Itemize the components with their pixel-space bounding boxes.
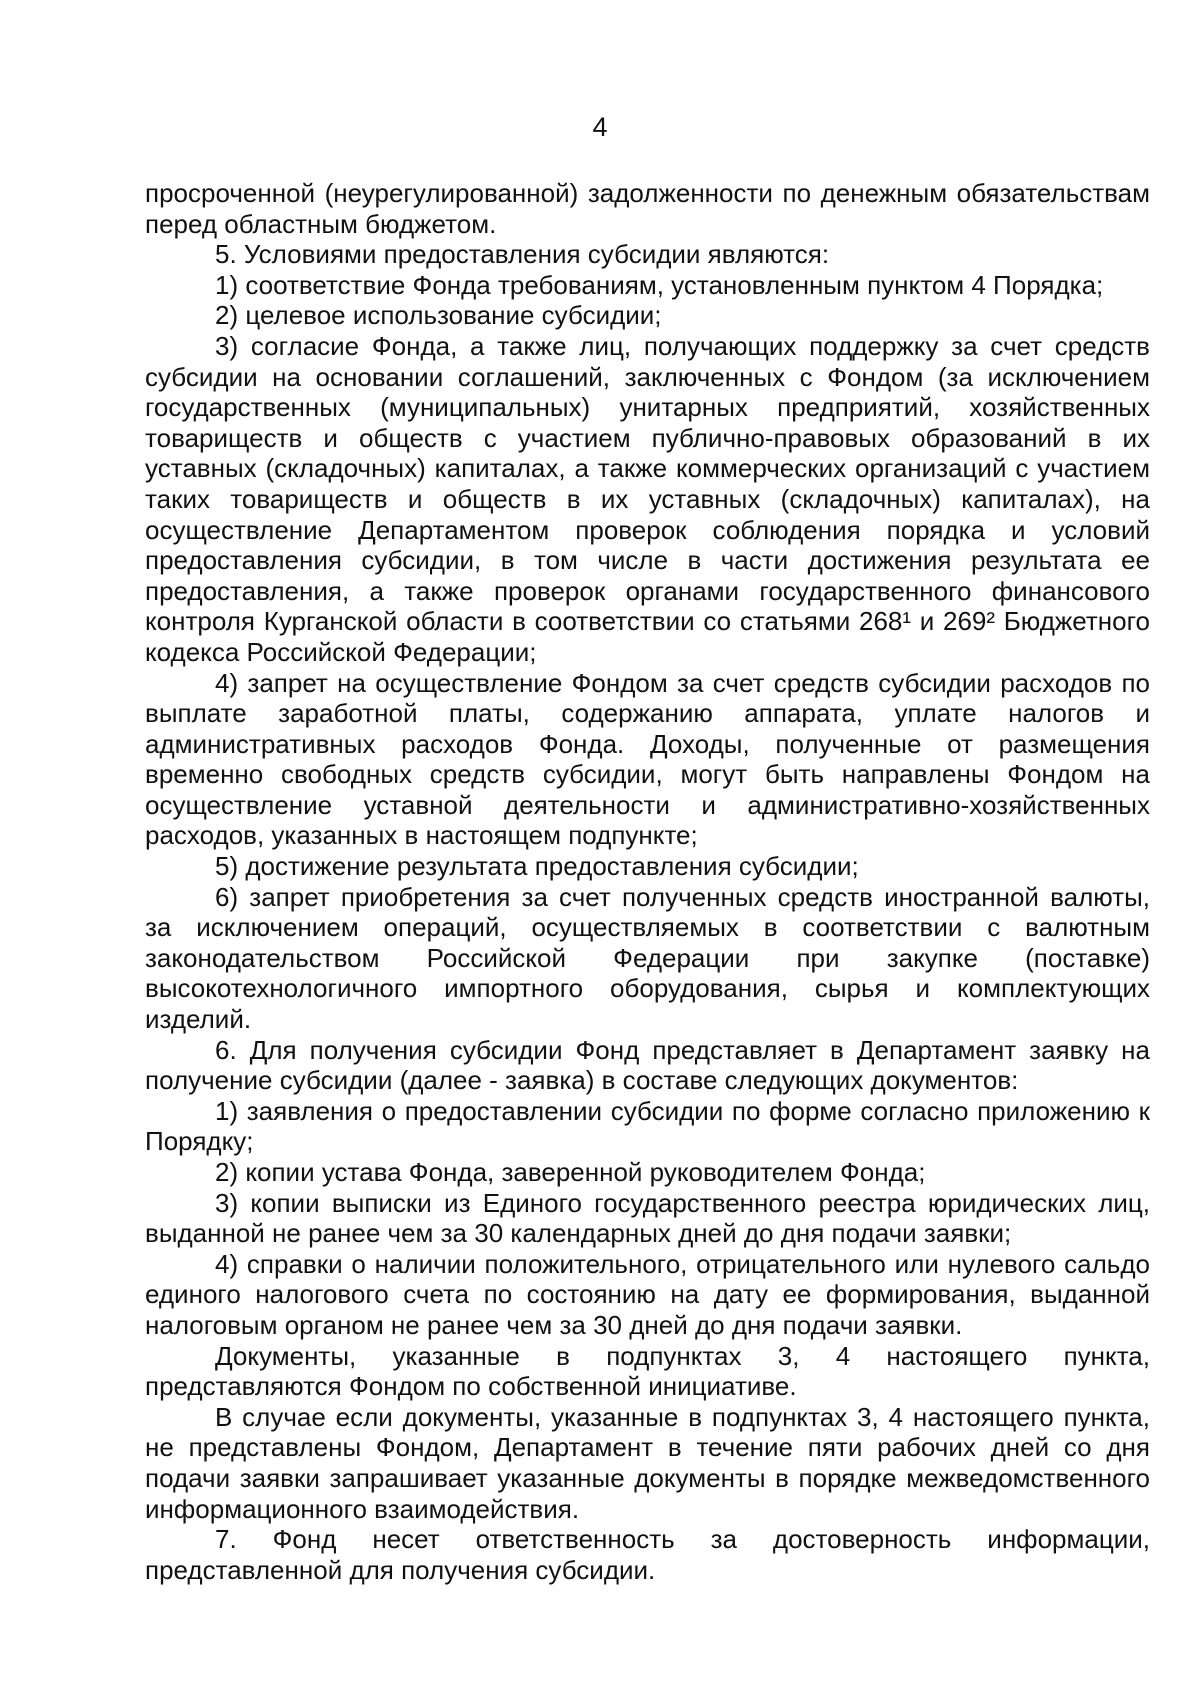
page-number: 4 [592,112,608,142]
paragraph-5-item-1: 1) соответствие Фонда требованиям, установленным пунктом 4 Порядка; [215,269,1104,300]
paragraph-6-heading: 6. Для получения субсидии Фонд представляет в Департамент заявку на получение субсидии (далее - заявка) в составе следующих документов: [145,1034,1150,1096]
paragraph-5-item-5: 5) достижение результата предоставления субсидии; [215,851,859,882]
paragraph-5-heading: 5. Условиями предоставления субсидии являются: [215,239,830,270]
paragraph-5-item-6: 6) запрет приобретения за счет полученных средств иностранной валюты, за исключением операций, осуществляемых в соответствии с валютным законодательством Российской Федерации при закупке (поставке) высокотехнологичного импортного оборудования, сырья и комплектующих изделий. [145,881,1150,1035]
paragraph-5-item-2: 2) целевое использование субсидии; [215,300,662,331]
paragraph-7: 7. Фонд несет ответственность за достоверность информации, представленной для получения субсидии. [145,1524,1150,1585]
paragraph-6-documents-initiative: Документы, указанные в подпунктах 3, 4 настоящего пункта, представляются Фондом по собственной инициативе. [145,1340,1150,1402]
paragraph-6-item-1: 1) заявления о предоставлении субсидии по форме согласно приложению к Порядку; [145,1095,1150,1157]
paragraph-5-item-4: 4) запрет на осуществление Фондом за счет средств субсидии расходов по выплате заработной платы, содержанию аппарата, уплате налогов и административных расходов Фонда. Доходы, полученные от размещения временно свободных средств субсидии, могут быть направлены Фондом на осуществление уставной деятельности и административно-хозяйственных расходов, указанных в настоящем подпункте; [145,667,1150,851]
paragraph-5-item-3: 3) согласие Фонда, а также лиц, получающих поддержку за счет средств субсидии на основании соглашений, заключенных с Фондом (за исключением государственных (муниципальных) унитарных предприятий, хозяйственных товариществ и обществ с участием публично-правовых образований в их уставных (складочных) капиталах, а также коммерческих организаций с участием таких товариществ и обществ в их уставных (складочных) капиталах), на осуществление Департаментом проверок соблюдения порядка и условий предоставления субсидии, в том числе в части достижения результата ее предоставления, а также проверок органами государственного финансового контроля Курганской области в соответствии со статьями 268¹ и 269² Бюджетного кодекса Российской Федерации; [145,330,1150,667]
document-body [145,178,1150,1585]
paragraph-6-item-4: 4) справки о наличии положительного, отрицательного или нулевого сальдо единого налогового счета по состоянию на дату ее формирования, выданной налоговым органом не ранее чем за 30 дней до дня подачи заявки. [145,1248,1150,1340]
paragraph-6-item-2: 2) копии устава Фонда, заверенной руководителем Фонда; [215,1157,926,1187]
paragraph-debt-continuation: просроченной (неурегулированной) задолженности по денежным обязательствам перед областным бюджетом. [145,178,1150,239]
paragraph-6-item-3: 3) копии выписки из Единого государственного реестра юридических лиц, выданной не ранее чем за 30 календарных дней до дня подачи заявки; [145,1187,1150,1249]
paragraph-6-interagency-request: В случае если документы, указанные в подпунктах 3, 4 настоящего пункта, не представлены Фондом, Департамент в течение пяти рабочих дней со дня подачи заявки запрашивает указанные документы в порядке межведомственного информационного взаимодействия. [145,1401,1150,1524]
